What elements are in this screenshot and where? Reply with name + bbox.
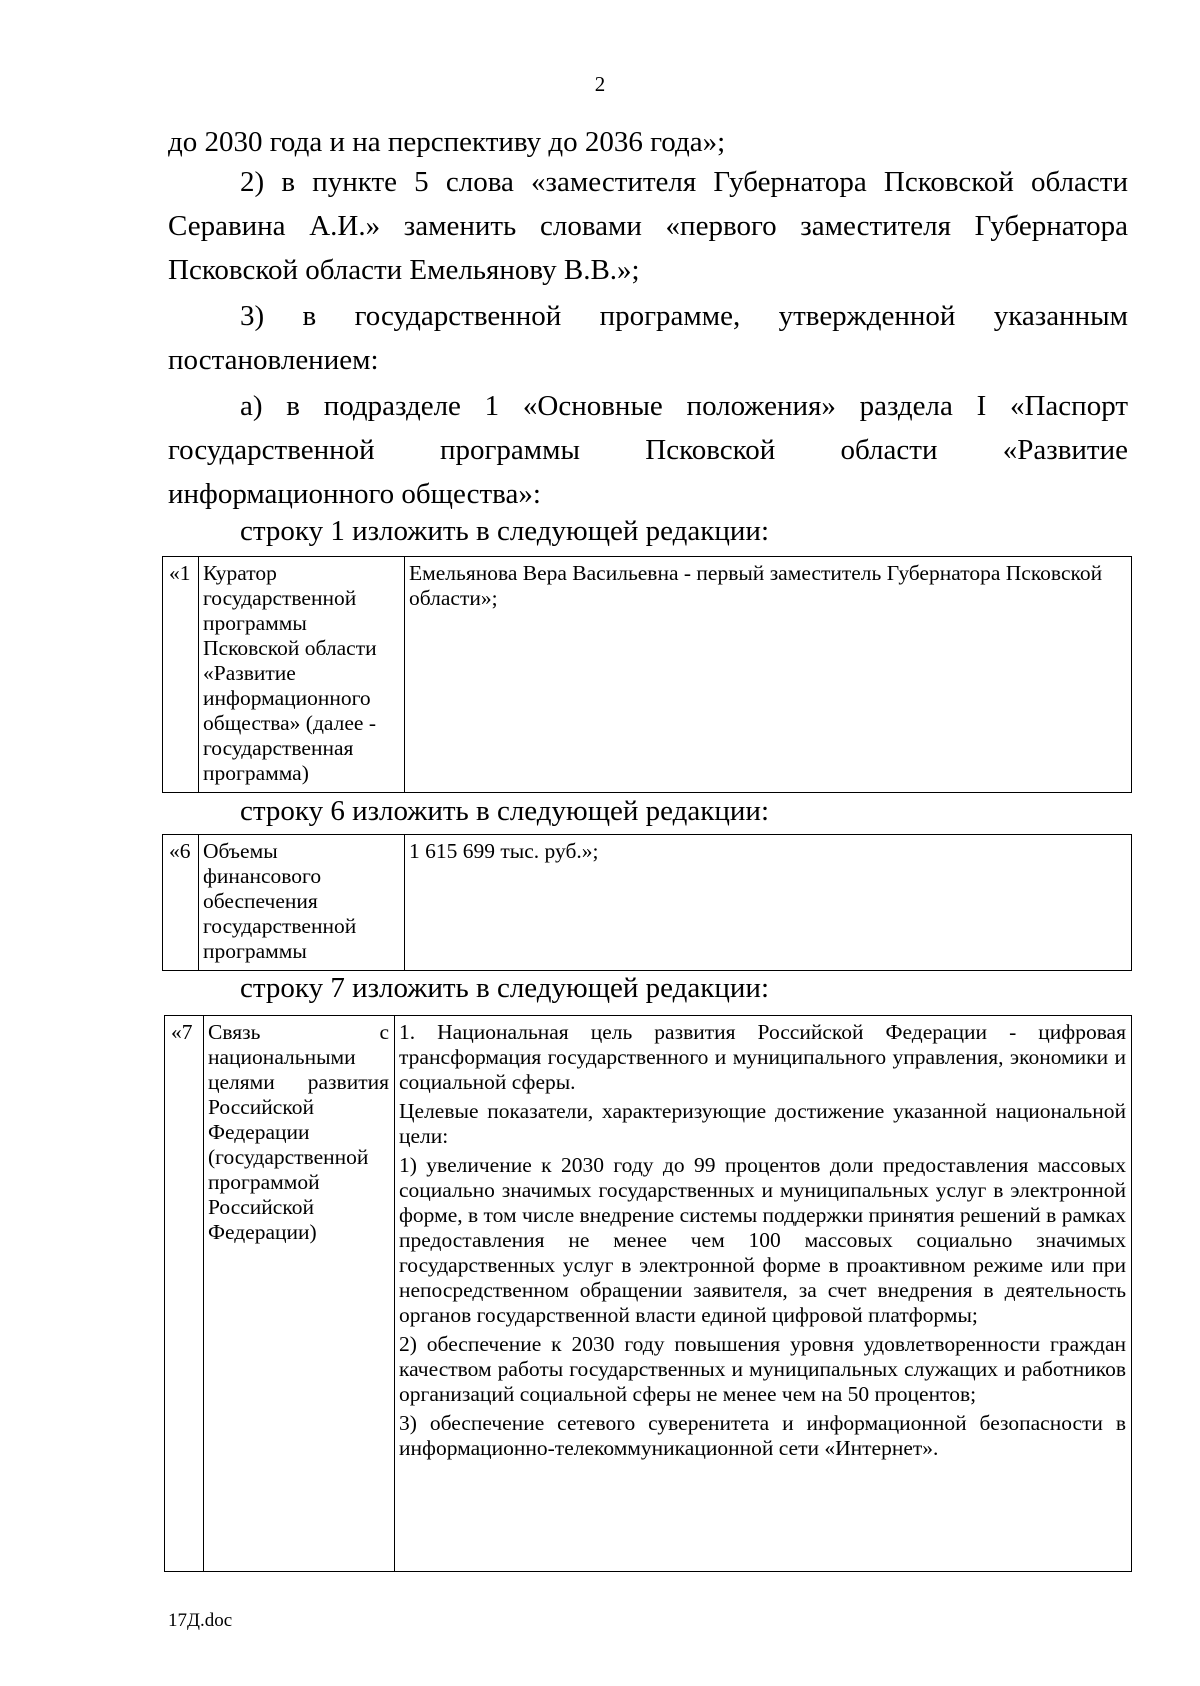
row-1-number: «1 xyxy=(163,557,199,793)
row-7-indicators-heading: Целевые показатели, характеризующие достижение указанной национальной цели: xyxy=(399,1099,1126,1148)
paragraph-item-3a: а) в подразделе 1 «Основные положения» раздела I «Паспорт государственной программы Псковской области «Развитие информационного общества»: xyxy=(168,390,1128,510)
row-1-value: Емельянова Вера Васильевна - первый заместитель Губернатора Псковской области»; xyxy=(405,557,1132,793)
footer-filename: 17Д.doc xyxy=(168,1610,233,1631)
table-row-1 xyxy=(162,556,1132,793)
page-number: 2 xyxy=(594,72,606,96)
instruction-row-7: строку 7 изложить в следующей редакции: xyxy=(240,972,769,1004)
paragraph-item-3: 3) в государственной программе, утвержденной указанным постановлением: xyxy=(168,300,1128,376)
row-6-value: 1 615 699 тыс. руб.»; xyxy=(405,835,1132,971)
table-row-6 xyxy=(162,834,1132,971)
row-7-label: Связь с национальными целями развития Российской Федерации (государственной программой Российской Федерации) xyxy=(204,1016,395,1572)
row-6-label: Объемы финансового обеспечения государственной программы xyxy=(199,835,405,971)
row-6-number: «6 xyxy=(163,835,199,971)
paragraph-item-2: 2) в пункте 5 слова «заместителя Губернатора Псковской области Серавина А.И.» заменить словами «первого заместителя Губернатора Псковской области Емельянову В.В.»; xyxy=(168,166,1128,286)
row-7-goal: 1. Национальная цель развития Российской Федерации - цифровая трансформация государственного и муниципального управления, экономики и социальной сферы. xyxy=(399,1020,1126,1094)
row-7-indicator-1: 1) увеличение к 2030 году до 99 процентов доли предоставления массовых социально значимых государственных и муниципальных услуг в электронной форме, в том числе внедрение системы поддержки принятия решений в рамках предоставления не менее чем 100 массовых социально значимых государственных услуг в электронной форме в проактивном режиме или при непосредственном обращении заявителя, за счет внедрения в деятельность органов государственной власти единой цифровой платформы; xyxy=(399,1153,1126,1327)
row-7-value xyxy=(395,1016,1132,1572)
instruction-row-1: строку 1 изложить в следующей редакции: xyxy=(240,515,769,547)
paragraph-intro-end: до 2030 года и на перспективу до 2036 года»; xyxy=(168,126,726,158)
instruction-row-6: строку 6 изложить в следующей редакции: xyxy=(240,795,769,827)
row-1-label: Куратор государственной программы Псковской области «Развитие информационного общества» (далее - государственная программа) xyxy=(199,557,405,793)
table-row-7 xyxy=(164,1015,1132,1572)
row-7-number: «7 xyxy=(165,1016,204,1572)
row-7-indicator-3: 3) обеспечение сетевого суверенитета и информационной безопасности в информационно-телекоммуникационной сети «Интернет». xyxy=(399,1411,1126,1460)
row-7-indicator-2: 2) обеспечение к 2030 году повышения уровня удовлетворенности граждан качеством работы государственных и муниципальных служащих и работников организаций социальной сферы не менее чем на 50 процентов; xyxy=(399,1332,1126,1406)
